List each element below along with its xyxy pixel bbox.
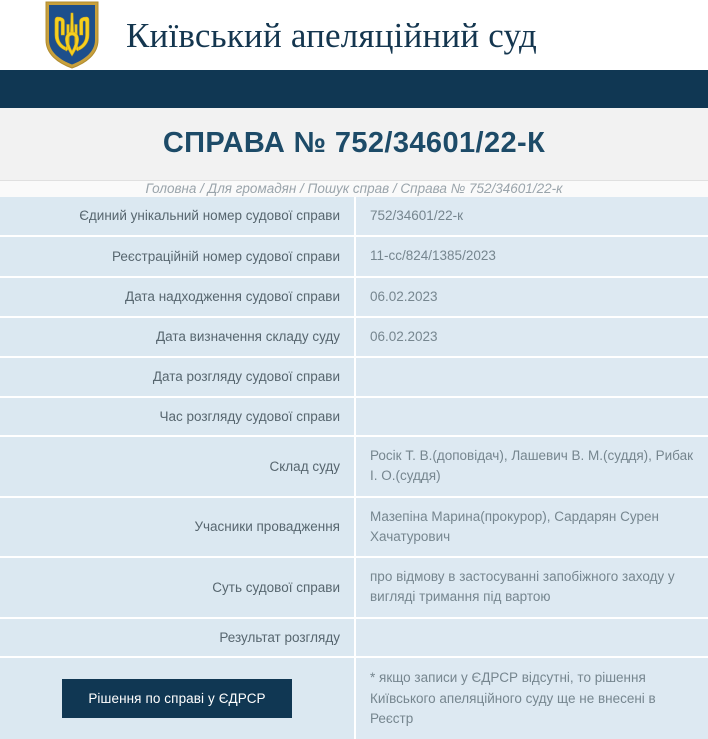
case-details-table: [0, 197, 708, 739]
table-row: [0, 278, 708, 318]
row-label: Учасники провадження: [0, 498, 356, 557]
breadcrumb-band: [0, 181, 708, 197]
row-value: 11-сс/824/1385/2023: [356, 237, 708, 275]
row-label: Єдиний унікальний номер судової справи: [0, 197, 356, 235]
page-title: СПРАВА № 752/34601/22-К: [162, 127, 546, 160]
table-row: [0, 197, 708, 237]
row-value: [356, 619, 708, 657]
table-row: [0, 498, 708, 559]
table-row: [0, 237, 708, 277]
row-value: [356, 358, 708, 396]
site-header: [0, 0, 708, 70]
row-value: Мазепіна Марина(прокурор), Сардарян Сурен Хачатурович: [356, 498, 708, 557]
row-label: Час розгляду судової справи: [0, 398, 356, 436]
row-value: 06.02.2023: [356, 278, 708, 316]
row-label: Склад суду: [0, 437, 356, 496]
table-row: [0, 558, 708, 619]
row-label: Результат розгляду: [0, 619, 356, 657]
row-label: Суть судової справи: [0, 558, 356, 617]
action-button-cell: [0, 658, 356, 739]
breadcrumb[interactable]: Головна / Для громадян / Пошук справ / Справа № 752/34601/22-к: [145, 181, 563, 197]
ukraine-coat-of-arms-icon: [44, 0, 100, 70]
table-row: [0, 437, 708, 498]
table-row: [0, 358, 708, 398]
row-label: Реєстраційній номер судової справи: [0, 237, 356, 275]
action-row: [0, 658, 708, 739]
row-label: Дата надходження судової справи: [0, 278, 356, 316]
row-label: Дата визначення складу суду: [0, 318, 356, 356]
edrsr-decisions-button[interactable]: Рішення по справі у ЄДРСР: [62, 679, 291, 719]
navigation-bar[interactable]: [0, 70, 708, 108]
site-title: Київський апеляційний суд: [126, 15, 538, 55]
row-value: про відмову в застосуванні запобіжного заходу у вигляді тримання під вартою: [356, 558, 708, 617]
table-row: [0, 398, 708, 438]
row-label: Дата розгляду судової справи: [0, 358, 356, 396]
table-row: [0, 619, 708, 659]
page-title-band: [0, 108, 708, 181]
row-value: Росік Т. В.(доповідач), Лашевич В. М.(суддя), Рибак І. О.(суддя): [356, 437, 708, 496]
row-value: 06.02.2023: [356, 318, 708, 356]
row-value: [356, 398, 708, 436]
edrsr-note: * якщо записи у ЄДРСР відсутні, то рішення Київського апеляційного суду ще не внесені в Реєстр: [356, 658, 708, 739]
row-value: 752/34601/22-к: [356, 197, 708, 235]
table-row: [0, 318, 708, 358]
